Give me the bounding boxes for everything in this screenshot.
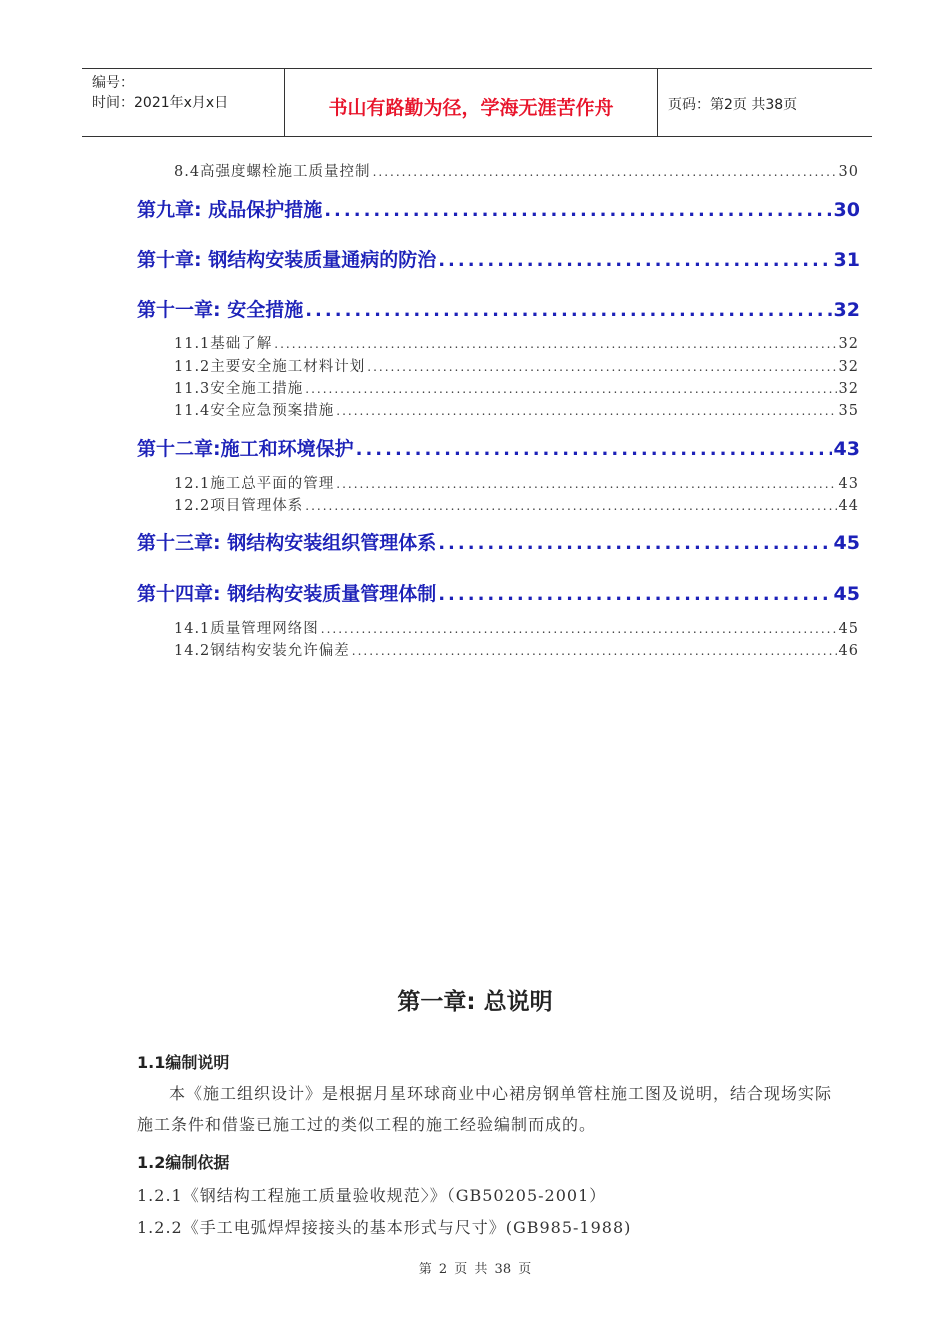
toc-leader — [321, 622, 837, 636]
reference-item-2: 1.2.2《手工电弧焊焊接接头的基本形式与尺寸》(GB985-1988) — [137, 1218, 632, 1237]
toc-entry-title: 11.1基础了解 — [174, 336, 273, 352]
toc-entry-title: 14.2钢结构安装允许偏差 — [174, 643, 350, 659]
toc-chapter-11[interactable] — [137, 295, 860, 322]
toc-entry-page: 35 — [838, 403, 859, 419]
toc-entry-11-2[interactable] — [174, 355, 859, 376]
header-motto-cell — [285, 69, 658, 136]
toc-entry-page: 32 — [838, 336, 859, 352]
toc-chapter-13[interactable] — [137, 528, 860, 555]
toc-entry-11-4[interactable] — [174, 399, 859, 420]
toc-chapter-page: 43 — [833, 438, 860, 460]
header-motto: 书山有路勤为径，学海无涯苦作舟 — [328, 97, 614, 119]
toc-entry-title: 11.3安全施工措施 — [174, 381, 304, 397]
section-paragraph: 本《施工组织设计》是根据月星环球商业中心裙房钢单管柱施工图及说明，结合现场实际施工条件和借鉴已施工过的类似工程的施工经验编制而成的。 — [137, 1084, 833, 1134]
toc-chapter-title: 第十章: 钢结构安装质量通病的防治 — [137, 249, 437, 271]
toc-leader — [373, 165, 837, 179]
toc-entry-8-4[interactable] — [174, 160, 859, 181]
toc-chapter-title: 第十四章: 钢结构安装质量管理体制 — [137, 583, 437, 605]
toc-chapter-page: 30 — [833, 199, 860, 221]
section-heading-1-1: 1.1编制说明 — [137, 1053, 230, 1072]
header-page-cell — [658, 69, 872, 136]
toc-leader — [367, 360, 836, 374]
toc-chapter-title: 第九章: 成品保护措施 — [137, 199, 323, 221]
toc-entry-page: 46 — [838, 643, 859, 659]
toc-entry-11-1[interactable] — [174, 332, 859, 353]
toc-leader — [305, 382, 836, 396]
chapter-title: 第一章: 总说明 — [397, 989, 553, 1015]
toc-chapter-title: 第十三章: 钢结构安装组织管理体系 — [137, 532, 437, 554]
toc-chapter-12[interactable] — [137, 434, 860, 461]
toc-chapter-10[interactable] — [137, 245, 860, 272]
toc-entry-page: 32 — [838, 381, 859, 397]
toc-chapter-page: 31 — [833, 249, 860, 271]
toc-entry-title: 14.1质量管理网络图 — [174, 621, 319, 637]
toc-entry-page: 32 — [838, 359, 859, 375]
toc-leader — [336, 477, 836, 491]
toc-leader — [336, 404, 836, 418]
toc-chapter-page: 45 — [833, 583, 860, 605]
reference-item-1: 1.2.1《钢结构工程施工质量验收规范〉》（GB50205-2001） — [137, 1186, 607, 1205]
toc-entry-title: 12.1施工总平面的管理 — [174, 476, 335, 492]
toc-entry-title: 8.4高强度螺栓施工质量控制 — [174, 164, 371, 180]
toc-entry-title: 11.2主要安全施工材料计划 — [174, 359, 366, 375]
header-page-info: 页码：第2页 共38页 — [668, 97, 798, 113]
header-meta-cell — [82, 69, 285, 136]
toc-leader — [274, 337, 836, 351]
toc-chapter-page: 45 — [833, 532, 860, 554]
toc-chapter-title: 第十一章: 安全措施 — [137, 299, 304, 321]
document-number-label: 编号： — [92, 75, 134, 91]
toc-entry-14-2[interactable] — [174, 639, 859, 660]
toc-chapter-14[interactable] — [137, 579, 860, 606]
toc-leader — [438, 584, 831, 605]
page-footer: 第 2 页 共 38 页 — [418, 1262, 532, 1277]
section-heading-1-2: 1.2编制依据 — [137, 1153, 230, 1172]
toc-chapter-title: 第十二章:施工和环境保护 — [137, 438, 354, 460]
toc-entry-12-2[interactable] — [174, 494, 859, 515]
toc-chapter-page: 32 — [833, 299, 860, 321]
toc-leader — [305, 300, 831, 321]
toc-leader — [356, 439, 832, 460]
toc-entry-page: 44 — [838, 498, 859, 514]
toc-leader — [305, 499, 836, 513]
toc-leader — [438, 533, 831, 554]
page-header — [82, 68, 872, 137]
toc-entry-11-3[interactable] — [174, 377, 859, 398]
toc-entry-title: 12.2项目管理体系 — [174, 498, 304, 514]
document-time-label: 时间：2021年x月x日 — [92, 95, 229, 111]
toc-chapter-9[interactable] — [137, 195, 860, 222]
toc-leader — [352, 644, 837, 658]
toc-entry-12-1[interactable] — [174, 472, 859, 493]
toc-leader — [438, 250, 831, 271]
toc-entry-page: 30 — [838, 164, 859, 180]
toc-entry-page: 43 — [838, 476, 859, 492]
toc-entry-14-1[interactable] — [174, 617, 859, 638]
toc-leader — [324, 200, 831, 221]
toc-entry-page: 45 — [838, 621, 859, 637]
toc-entry-title: 11.4安全应急预案措施 — [174, 403, 335, 419]
